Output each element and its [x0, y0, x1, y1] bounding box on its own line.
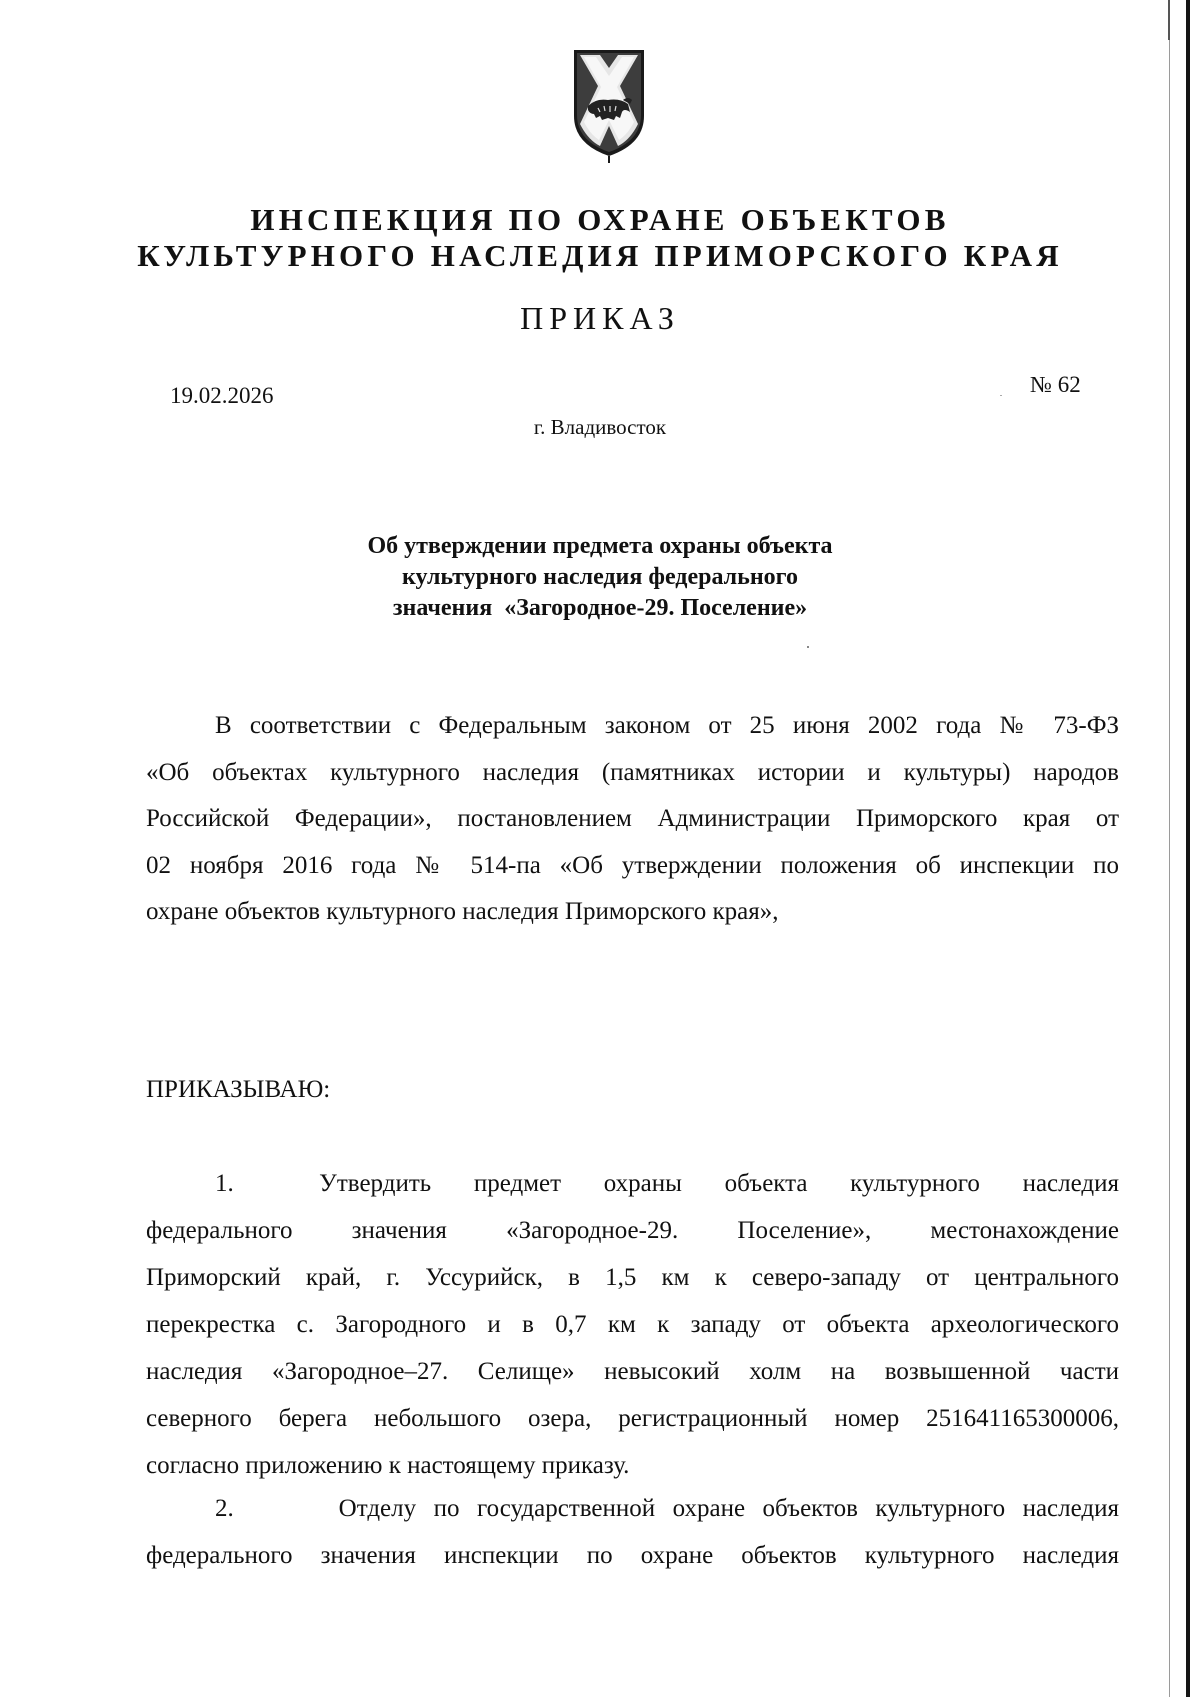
agency-name-line1: ИНСПЕКЦИЯ ПО ОХРАНЕ ОБЪЕКТОВ	[250, 202, 950, 237]
preamble-line: В соответствии с Федеральным законом от 25 июня 2002 года № 73-ФЗ	[215, 712, 1119, 739]
agency-name-line2: КУЛЬТУРНОГО НАСЛЕДИЯ ПРИМОРСКОГО КРАЯ	[137, 238, 1063, 273]
preamble-line: Российской Федерации», постановлением Администрации Приморского края от	[146, 805, 1119, 832]
item-line: федерального значения «Загородное-29. Поселение», местонахождение	[146, 1217, 1119, 1244]
item-line: наследия «Загородное–27. Селище» невысокий холм на возвышенной части	[146, 1358, 1119, 1385]
order-word: ПРИКАЗЫВАЮ:	[146, 1076, 331, 1103]
document-date: 19.02.2026	[170, 383, 274, 408]
scan-edge-mark	[1168, 0, 1170, 40]
item-line: перекрестка с. Загородного и в 0,7 км к западу от объекта археологического	[146, 1311, 1119, 1338]
item-line: федерального значения инспекции по охране объектов культурного наследия	[146, 1542, 1119, 1569]
item-line: согласно приложению к настоящему приказу.	[146, 1452, 630, 1479]
item-line: 2. Отделу по государственной охране объектов культурного наследия	[215, 1495, 1119, 1522]
document-type: ПРИКАЗ	[520, 300, 680, 336]
preamble-line: охране объектов культурного наследия Приморского края»,	[146, 898, 779, 925]
scan-speck	[1000, 395, 1002, 396]
scan-speck	[807, 646, 809, 648]
document-city: г. Владивосток	[533, 415, 667, 439]
preamble-paragraph	[146, 703, 1119, 936]
item-line: Приморский край, г. Уссурийск, в 1,5 км к северо-западу от центрального	[146, 1264, 1119, 1291]
preamble-line: 02 ноября 2016 года № 514-па «Об утверждении положения об инспекции по	[146, 851, 1119, 879]
title-line: Об утверждении предмета охраны объекта	[367, 533, 833, 559]
primorsky-krai-coat-of-arms-icon	[568, 46, 650, 164]
title-line: значения «Загородное-29. Поселение»	[392, 595, 808, 621]
item-line: северного берега небольшого озера, регистрационный номер 251641165300006,	[146, 1405, 1119, 1432]
title-line: культурного наследия федерального	[402, 564, 798, 590]
order-item-2	[146, 1485, 1119, 1579]
order-item-1	[146, 1160, 1119, 1489]
item-line: 1. Утвердить предмет охраны объекта культурного наследия	[215, 1170, 1119, 1197]
preamble-line: «Об объектах культурного наследия (памятниках истории и культуры) народов	[146, 758, 1119, 786]
document-title	[0, 531, 1200, 624]
document-number: № 62	[1030, 372, 1081, 397]
